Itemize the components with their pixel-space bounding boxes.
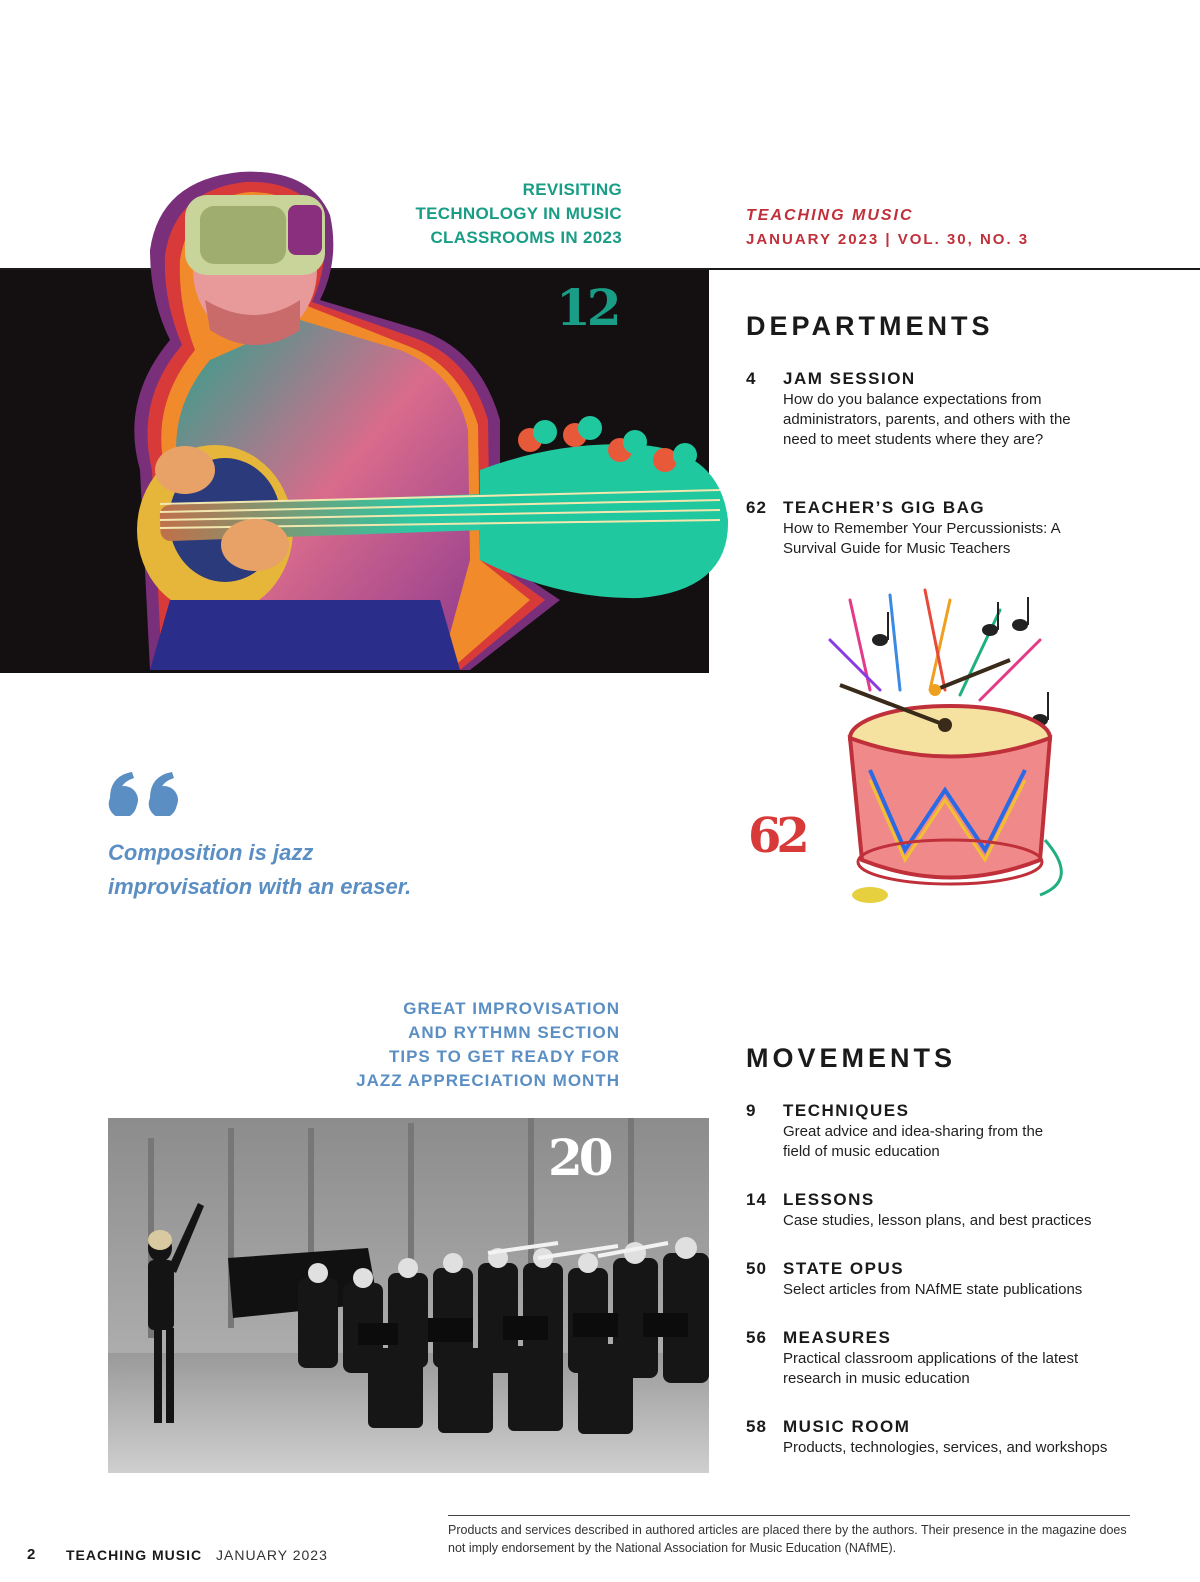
toc-item-lessons[interactable] (746, 1190, 1166, 1235)
toc-page-number: 9 (746, 1101, 757, 1120)
toc-description: Great advice and idea-sharing from the field of music education (783, 1123, 1044, 1160)
quote-mark-icon (108, 770, 188, 816)
toc-page-number: 62 (746, 498, 767, 517)
toc-title: TECHNIQUES (783, 1101, 910, 1120)
footer-date: JANUARY 2023 (216, 1547, 328, 1563)
toc-description: How do you balance expectations from administrators, parents, and others with the need to meet students where they are? (783, 391, 1071, 448)
toc-title: JAM SESSION (783, 369, 916, 388)
drum-illustration[interactable] (745, 578, 1095, 923)
feature1-caption-line: TECHNOLOGY IN MUSIC (415, 204, 622, 223)
issue-info: JANUARY 2023 | VOL. 30, NO. 3 (746, 231, 1030, 248)
footer-page-number: 2 (27, 1546, 36, 1563)
toc-page-number: 58 (746, 1417, 767, 1436)
toc-title: STATE OPUS (783, 1259, 905, 1278)
toc-description: Products, technologies, services, and workshops (783, 1439, 1108, 1456)
toc-description: Select articles from NAfME state publications (783, 1281, 1083, 1298)
toc-page-number: 4 (746, 369, 757, 388)
feature2-caption-line: GREAT IMPROVISATION (403, 999, 620, 1018)
toc-title: MEASURES (783, 1328, 892, 1347)
pull-quote-line: improvisation with an eraser. (108, 874, 412, 899)
toc-title: MUSIC ROOM (783, 1417, 911, 1436)
departments-heading: DEPARTMENTS (746, 311, 994, 341)
feature2-caption[interactable] (300, 997, 620, 1093)
movements-heading: MOVEMENTS (746, 1043, 957, 1073)
pull-quote (108, 836, 508, 904)
vr-guitarist-illustration[interactable] (0, 165, 740, 675)
toc-title: LESSONS (783, 1190, 875, 1209)
toc-description: How to Remember Your Percussionists: A Survival Guide for Music Teachers (783, 520, 1060, 557)
jazz-band-photo-art (108, 1118, 709, 1473)
toc-item-state-opus[interactable] (746, 1259, 1166, 1304)
toc-item-jam-session[interactable] (746, 369, 1166, 474)
toc-description: Case studies, lesson plans, and best practices (783, 1212, 1092, 1229)
feature1-caption-line: CLASSROOMS IN 2023 (430, 228, 622, 247)
footer-disclaimer: Products and services described in authored articles are placed there by the authors. Their presence in the magazine does not imply endorsement by the National Association for Music Education (NAfME). (448, 1523, 1127, 1555)
toc-title: TEACHER’S GIG BAG (783, 498, 986, 517)
feature1-caption-line: REVISITING (522, 180, 622, 199)
toc-item-teachers-gig-bag[interactable] (746, 498, 1166, 563)
toc-item-music-room[interactable] (746, 1417, 1166, 1462)
feature2-caption-line: TIPS TO GET READY FOR (388, 1047, 620, 1066)
feature1-page-number: 12 (556, 278, 618, 337)
footer-rule (448, 1515, 1130, 1516)
pull-quote-line: Composition is jazz (108, 840, 314, 865)
toc-description: Practical classroom applications of the latest research in music education (783, 1350, 1079, 1387)
toc-item-measures[interactable] (746, 1328, 1166, 1393)
toc-page-number: 56 (746, 1328, 767, 1347)
feature2-page-number: 20 (548, 1128, 610, 1187)
feature2-caption-line: AND RYTHMN SECTION (408, 1023, 620, 1042)
illustration-page-number: 62 (748, 808, 805, 864)
toc-page-number: 14 (746, 1190, 767, 1209)
issue-magazine-title: TEACHING MUSIC (746, 207, 914, 224)
feature2-caption-line: JAZZ APPRECIATION MONTH (356, 1071, 620, 1090)
toc-item-techniques[interactable] (746, 1101, 1166, 1161)
toc-page-number: 50 (746, 1259, 767, 1278)
jazz-band-photo[interactable] (108, 1118, 709, 1473)
footer-magazine-name: TEACHING MUSIC (66, 1547, 203, 1563)
